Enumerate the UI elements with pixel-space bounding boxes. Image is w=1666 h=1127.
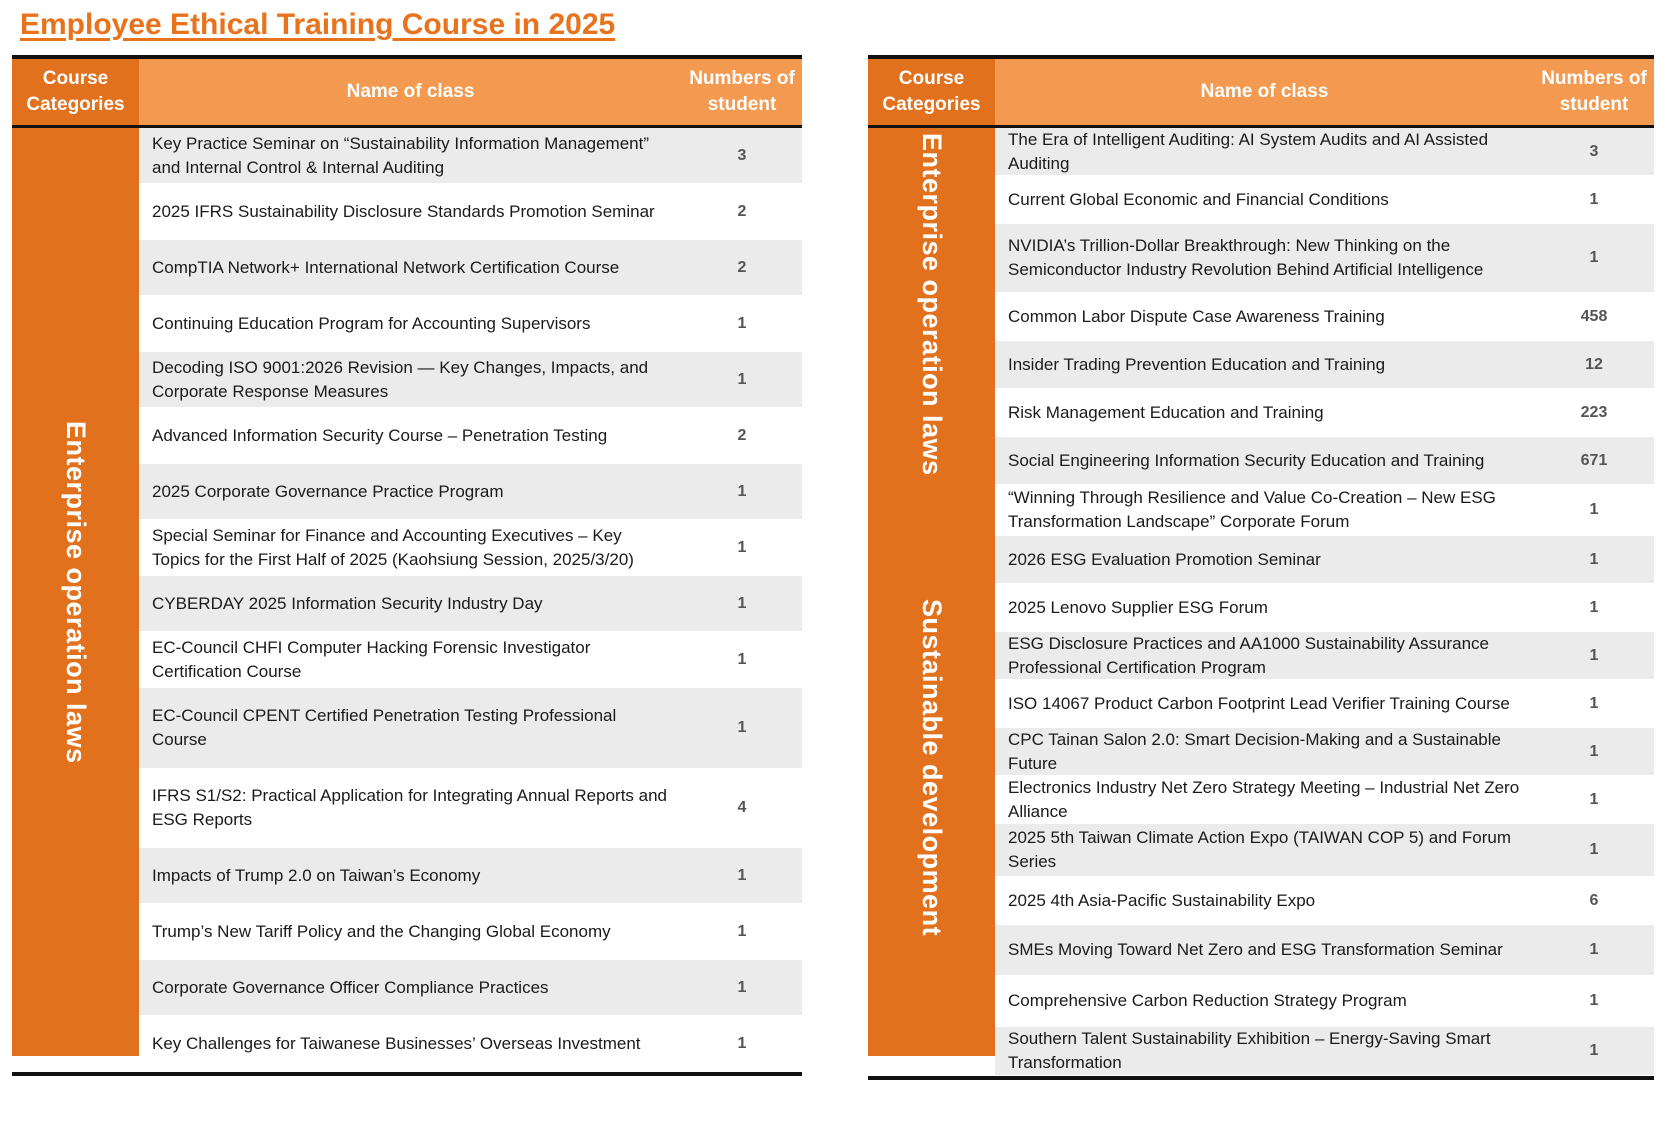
class-name-cell: CYBERDAY 2025 Information Security Industry Day <box>152 593 543 613</box>
student-count-cell: 1 <box>1589 190 1599 208</box>
header-name-of-class: Name of class <box>139 59 682 125</box>
student-count-cell: 1 <box>1589 646 1599 664</box>
table-row <box>995 632 1654 680</box>
class-name-cell: 2025 IFRS Sustainability Disclosure Standards Promotion Seminar <box>152 201 655 221</box>
class-name-cell: Advanced Information Security Course – Penetration Testing <box>152 425 608 445</box>
header-numbers-of-student: Numbers of student <box>682 59 802 125</box>
table-row <box>139 688 802 769</box>
class-name-cell: Risk Management Education and Training <box>1008 402 1324 422</box>
table-row <box>995 584 1654 632</box>
student-count-cell: 1 <box>1589 694 1599 712</box>
student-count-cell: 1 <box>1589 249 1599 266</box>
class-name-cell: ISO 14067 Product Carbon Footprint Lead Verifier Training Course <box>1008 693 1510 713</box>
student-count-cell: 1 <box>1589 742 1599 760</box>
table-row <box>995 224 1654 293</box>
student-count-cell: 1 <box>1589 841 1599 858</box>
table-row <box>995 293 1654 341</box>
student-count-cell: 12 <box>1585 355 1603 373</box>
table-row <box>139 296 802 352</box>
student-count-cell: 1 <box>1589 501 1599 518</box>
table-row <box>139 769 802 848</box>
category-sustainable-development <box>868 480 995 1056</box>
class-name-cell: Key Practice Seminar on “Sustainability Information Management” and Internal Control & Internal Auditing <box>152 133 650 177</box>
student-count-cell: 1 <box>737 538 747 556</box>
table-row <box>139 632 802 688</box>
table-bottom-rule <box>868 1076 1654 1080</box>
class-name-cell: Current Global Economic and Financial Conditions <box>1008 189 1389 209</box>
table-row <box>995 976 1654 1027</box>
table-row <box>139 408 802 464</box>
table-row <box>139 128 802 184</box>
student-count-cell: 2 <box>737 426 747 444</box>
table-row <box>139 240 802 296</box>
class-name-cell: “Winning Through Resilience and Value Co-Creation – New ESG Transformation Landscape” Corporate Forum <box>1008 488 1496 531</box>
student-count-cell: 671 <box>1580 451 1608 469</box>
table-row <box>139 960 802 1016</box>
table-row <box>995 925 1654 976</box>
category-label: Sustainable development <box>917 599 947 937</box>
class-name-cell: 2025 Lenovo Supplier ESG Forum <box>1008 597 1268 617</box>
student-count-cell: 3 <box>737 146 747 164</box>
table-bottom-rule <box>12 1072 802 1076</box>
class-name-cell: 2025 5th Taiwan Climate Action Expo (TAIWAN COP 5) and Forum Series <box>1008 828 1511 871</box>
student-count-cell: 1 <box>737 594 747 612</box>
class-name-cell: Electronics Industry Net Zero Strategy Meeting – Industrial Net Zero Alliance <box>1008 777 1520 821</box>
table-row <box>995 389 1654 437</box>
table-row <box>139 464 802 520</box>
class-name-cell: The Era of Intelligent Auditing: AI System Audits and AI Assisted Auditing <box>1008 129 1489 173</box>
student-count-cell: 1 <box>1589 790 1599 808</box>
table-row <box>139 352 802 408</box>
table-row <box>995 437 1654 485</box>
class-name-cell: Southern Talent Sustainability Exhibition – Energy-Saving Smart Transformation <box>1008 1029 1491 1072</box>
student-count-cell: 1 <box>1589 1042 1599 1059</box>
header-course-categories: Course Categories <box>12 59 139 125</box>
class-name-cell: SMEs Moving Toward Net Zero and ESG Transformation Seminar <box>1008 940 1503 959</box>
class-name-cell: Continuing Education Program for Accounting Supervisors <box>152 313 591 333</box>
class-name-cell: CompTIA Network+ International Network Certification Course <box>152 257 620 277</box>
table-row <box>139 576 802 632</box>
student-count-cell: 1 <box>737 922 747 940</box>
student-count-cell: 3 <box>1589 142 1599 160</box>
student-count-cell: 2 <box>737 258 747 276</box>
student-count-cell: 1 <box>737 314 747 332</box>
class-name-cell: NVIDIA’s Trillion-Dollar Breakthrough: New Thinking on the Semiconductor Industry Revolution Behind Artificial Intelligence <box>1008 236 1484 279</box>
class-name-cell: Insider Trading Prevention Education and Training <box>1008 354 1386 374</box>
student-count-cell: 1 <box>1589 992 1599 1009</box>
class-name-cell: Corporate Governance Officer Compliance Practices <box>152 977 549 997</box>
table-row <box>995 341 1654 389</box>
table-row <box>139 520 802 576</box>
table-row <box>995 176 1654 224</box>
student-count-cell: 1 <box>1589 550 1599 568</box>
table-header <box>868 59 1654 125</box>
table-row <box>139 904 802 960</box>
left-table-rows <box>139 128 802 1072</box>
header-course-categories: Course Categories <box>868 59 995 125</box>
table-header <box>12 59 802 125</box>
student-count-cell: 458 <box>1580 307 1608 325</box>
table-row <box>995 1027 1654 1076</box>
left-training-table <box>12 55 802 1076</box>
class-name-cell: Comprehensive Carbon Reduction Strategy Program <box>1008 991 1407 1010</box>
class-name-cell: EC-Council CPENT Certified Penetration Testing Professional Course <box>152 706 617 749</box>
table-row <box>139 184 802 240</box>
right-training-table <box>868 55 1654 1080</box>
student-count-cell: 1 <box>737 978 747 996</box>
class-name-cell: 2025 Corporate Governance Practice Program <box>152 481 504 501</box>
page-title: Employee Ethical Training Course in 2025 <box>20 8 616 41</box>
table-row <box>995 128 1654 176</box>
class-name-cell: Key Challenges for Taiwanese Businesses’ Overseas Investment <box>152 1033 641 1053</box>
table-row <box>995 728 1654 776</box>
student-count-cell: 1 <box>737 866 747 884</box>
student-count-cell: 1 <box>737 650 747 668</box>
table-row <box>995 680 1654 728</box>
header-numbers-of-student: Numbers of student <box>1534 59 1654 125</box>
class-name-cell: Special Seminar for Finance and Accounting Executives – Key Topics for the First Half of 2025 (Kaohsiung Session, 2025/3/20) <box>152 525 634 569</box>
class-name-cell: 2025 4th Asia-Pacific Sustainability Expo <box>1008 890 1316 910</box>
category-label: Enterprise operation laws <box>917 132 947 476</box>
header-name-of-class: Name of class <box>995 59 1534 125</box>
right-table-rows <box>995 128 1654 1076</box>
table-row <box>995 485 1654 536</box>
class-name-cell: ESG Disclosure Practices and AA1000 Sustainability Assurance Professional Certification Program <box>1008 633 1489 677</box>
class-name-cell: Social Engineering Information Security Education and Training <box>1008 450 1485 470</box>
category-enterprise-operation-laws <box>868 128 995 480</box>
student-count-cell: 6 <box>1589 891 1599 909</box>
student-count-cell: 223 <box>1580 403 1608 421</box>
class-name-cell: 2026 ESG Evaluation Promotion Seminar <box>1008 549 1321 569</box>
student-count-cell: 1 <box>737 1034 747 1052</box>
table-row <box>995 776 1654 824</box>
table-row <box>139 1016 802 1072</box>
student-count-cell: 1 <box>737 482 747 500</box>
class-name-cell: IFRS S1/S2: Practical Application for Integrating Annual Reports and ESG Reports <box>152 786 668 829</box>
category-enterprise-operation-laws <box>12 128 139 1056</box>
student-count-cell: 1 <box>737 719 747 736</box>
table-row <box>139 848 802 904</box>
student-count-cell: 1 <box>737 370 747 388</box>
student-count-cell: 1 <box>1589 941 1599 958</box>
class-name-cell: Decoding ISO 9001:2026 Revision — Key Changes, Impacts, and Corporate Response Measures <box>152 357 649 401</box>
student-count-cell: 1 <box>1589 598 1599 616</box>
class-name-cell: EC-Council CHFI Computer Hacking Forensic Investigator Certification Course <box>152 637 591 681</box>
table-row <box>995 824 1654 877</box>
student-count-cell: 4 <box>737 799 747 816</box>
class-name-cell: Common Labor Dispute Case Awareness Training <box>1008 306 1385 326</box>
class-name-cell: Trump’s New Tariff Policy and the Changing Global Economy <box>152 921 611 941</box>
class-name-cell: CPC Tainan Salon 2.0: Smart Decision-Making and a Sustainable Future <box>1008 729 1501 773</box>
table-row <box>995 536 1654 584</box>
student-count-cell: 2 <box>737 202 747 220</box>
category-label: Enterprise operation laws <box>61 420 91 764</box>
class-name-cell: Impacts of Trump 2.0 on Taiwan’s Economy <box>152 865 481 885</box>
table-row <box>995 877 1654 925</box>
